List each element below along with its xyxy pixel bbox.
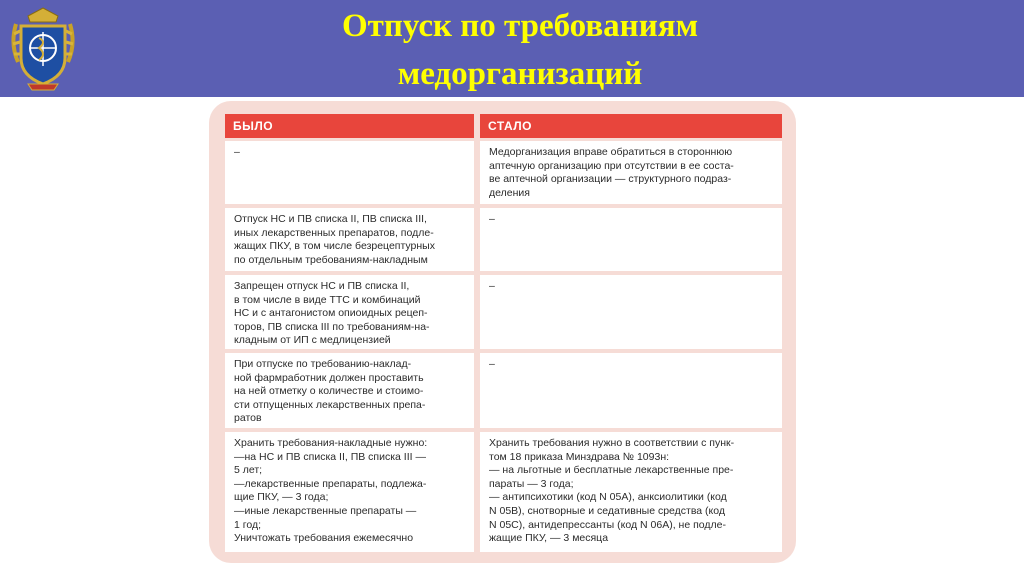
column-header-before: БЫЛО [225, 114, 474, 138]
column-header-after: СТАЛО [480, 114, 782, 138]
row-2-before: Отпуск НС и ПВ списка II, ПВ списка III, иных лекарственных препаратов, подле- жащих ПКУ, в том числе безрецептурных по отдельным требованиям-накладным [225, 208, 474, 271]
row-2-after: – [480, 208, 782, 271]
title-line-2: медорганизаций [397, 56, 643, 92]
slide-header [0, 0, 1024, 97]
row-4-before: При отпуске по требованию-наклад- ной фармработник должен проставить на ней отметку о количестве и стоимо- сти отпущенных лекарственных препа- ратов [225, 353, 474, 428]
slide-title [150, 2, 890, 98]
university-emblem-icon [8, 4, 78, 92]
title-line-1: Отпуск по требованиям [341, 8, 699, 44]
row-1-after: Медорганизация вправе обратиться в стороннюю аптечную организацию при отсутствии в ее соста- ве аптечной организации — структурного подраз- деления [480, 141, 782, 204]
row-3-before: Запрещен отпуск НС и ПВ списка II, в том числе в виде ТТС и комбинаций НС и с антагонистом опиоидных рецеп- торов, ПВ списка III по требованиям-на- кладным от ИП с медлицензией [225, 275, 474, 349]
row-3-after: – [480, 275, 782, 349]
row-5-before: Хранить требования-накладные нужно: —на НС и ПВ списка II, ПВ списка III — 5 лет; —лекарственные препараты, подлежа- щие ПКУ, — 3 года; —иные лекарственные препараты — 1 год; Уничтожать требования ежемесячно [225, 432, 474, 552]
row-1-before: – [225, 141, 474, 204]
row-4-after: – [480, 353, 782, 428]
row-5-after: Хранить требования нужно в соответствии с пунк- том 18 приказа Минздрава № 1093н: — на льготные и бесплатные лекарственные пре- параты — 3 года; — антипсихотики (код N 05А), анксиолитики (код N 05В), снотворные и седативные средства (код N 05С), антидепрессанты (код N 06А), не подле- жащие ПКУ, — 3 месяца [480, 432, 782, 552]
